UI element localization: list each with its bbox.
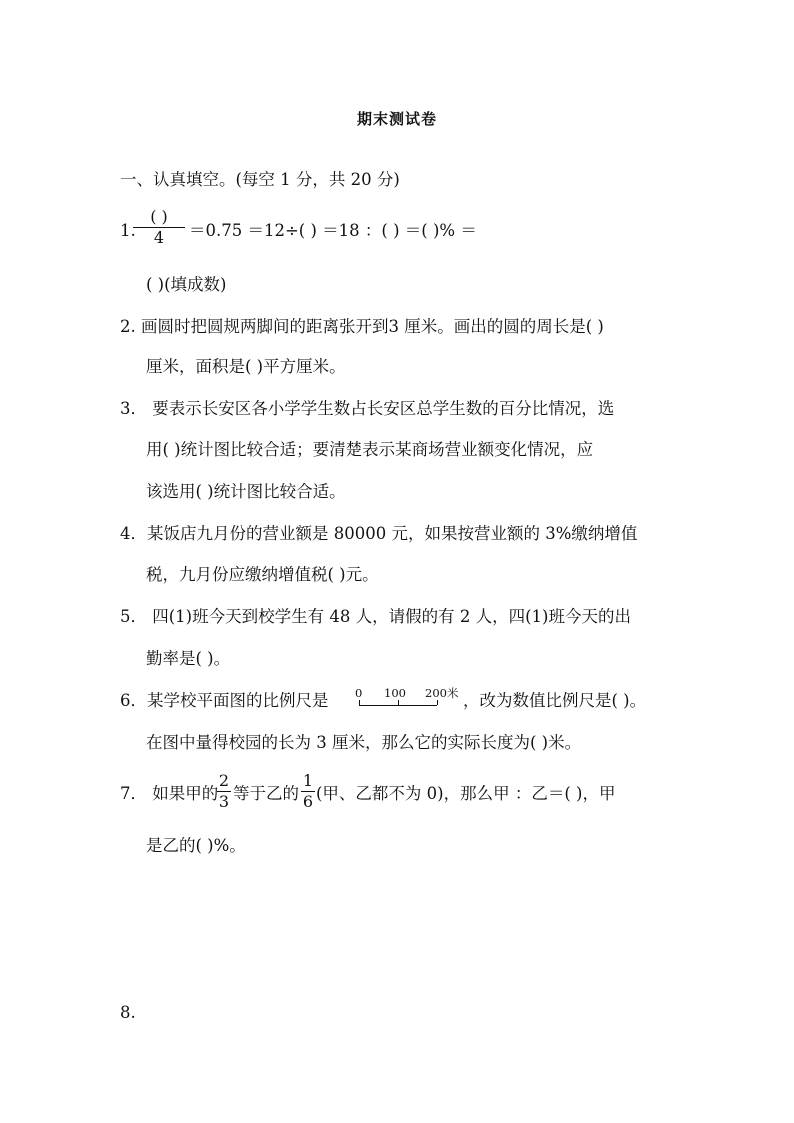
q1-fraction-denominator: 4 bbox=[153, 228, 165, 247]
q7-fraction-1-denominator: 3 bbox=[218, 792, 230, 811]
q1-equation: ＝0.75 ＝12÷( ) ＝18 ：( ) ＝( )% ＝ bbox=[189, 221, 477, 240]
scale-line bbox=[359, 705, 437, 706]
q7-prefix: 7． 如果甲的 bbox=[120, 784, 219, 803]
page-title: 期末测试卷 bbox=[356, 110, 437, 128]
q7-fraction-2-numerator: 1 bbox=[302, 771, 314, 790]
q7-suffix: (甲、乙都不为 0)，那么甲 ：乙＝( )，甲 bbox=[316, 784, 616, 803]
q7-middle: 等于乙的 bbox=[233, 784, 299, 803]
q3-line2: 用( )统计图比较合适；要清楚表示某商场营业额变化情况，应 bbox=[146, 440, 594, 459]
q3-line3: 该选用( )统计图比较合适。 bbox=[146, 482, 346, 501]
q7-line2: 是乙的( )%。 bbox=[146, 836, 246, 855]
q1-fraction bbox=[133, 208, 185, 247]
q4-line2: 税，九月份应缴纳增值税( )元。 bbox=[146, 565, 379, 584]
q6-line2: 在图中量得校园的长为 3 厘米，那么它的实际长度为( )米。 bbox=[146, 733, 582, 752]
q7-fraction-1-numerator: 2 bbox=[218, 771, 230, 790]
section-heading: 一、认真填空。(每空 1 分，共 20 分) bbox=[120, 170, 400, 189]
q6-prefix: 6．某学校平面图的比例尺是 bbox=[120, 691, 329, 710]
q7-fraction-1 bbox=[217, 772, 231, 811]
scale-label-0: 0 bbox=[355, 686, 363, 700]
scale-label-100: 100 bbox=[384, 686, 406, 700]
scale-tick bbox=[359, 700, 360, 705]
scale-label-200: 200米 bbox=[425, 686, 459, 700]
q7-fraction-2 bbox=[301, 772, 315, 811]
question-8: 8. bbox=[120, 1003, 136, 1022]
q5-line1: 5． 四(1)班今天到校学生有 48 人，请假的有 2 人，四(1)班今天的出 bbox=[120, 607, 631, 626]
q7-fraction-2-denominator: 6 bbox=[302, 792, 314, 811]
scale-tick bbox=[437, 700, 438, 705]
q5-line2: 勤率是( )。 bbox=[146, 649, 231, 668]
q1-line2: ( )(填成数) bbox=[146, 275, 227, 294]
q3-line1: 3． 要表示长安区各小学学生数占长安区总学生数的百分比情况，选 bbox=[120, 399, 615, 418]
q4-line1: 4．某饭店九月份的营业额是 80000 元，如果按营业额的 3%缴纳增值 bbox=[120, 524, 638, 543]
q2-line1: 2. 画圆时把圆规两脚间的距离张开到3 厘米。画出的圆的周长是( ) bbox=[120, 317, 604, 336]
q6-suffix: ，改为数值比例尺是( )。 bbox=[463, 691, 647, 710]
q2-line2: 厘米，面积是( )平方厘米。 bbox=[146, 357, 346, 376]
q1-number: 1. bbox=[120, 221, 136, 240]
scale-tick bbox=[398, 700, 399, 705]
q1-fraction-numerator: ( ) bbox=[150, 207, 168, 226]
